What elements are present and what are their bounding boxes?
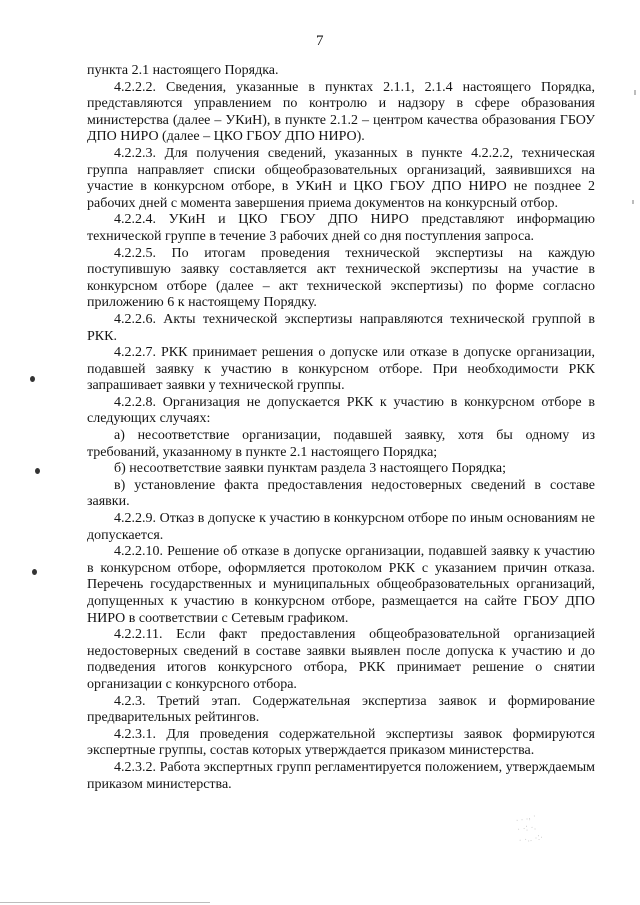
paragraph-4-2-2-11: 4.2.2.11. Если факт предоставления общеобразовательной организацией недостоверных сведений в составе заявки выявлен после допуска к участию и до подведения итогов конкурсного отбора, РКК принимает решение о снятии организации с конкурсного отбора. [87, 627, 595, 692]
paragraph-4-2-2-8: 4.2.2.8. Организация не допускается РКК к участию в конкурсном отборе в следующих случаях: [87, 394, 595, 427]
scan-speck [634, 90, 636, 95]
punch-mark [32, 569, 37, 575]
paragraph-4-2-2-6: 4.2.2.6. Акты технической экспертизы направляются технической группой в РКК. [87, 311, 595, 344]
paragraph-4-2-3: 4.2.3. Третий этап. Содержательная экспертиза заявок и формирование предварительных рейтингов. [87, 693, 595, 726]
paragraph-4-2-3-1: 4.2.3.1. Для проведения содержательной экспертизы заявок формируются экспертные группы, состав которых утверждается приказом министерства. [87, 726, 595, 759]
paragraph-4-2-2-9: 4.2.2.9. Отказ в допуске к участию в конкурсном отборе по иным основаниям не допускается. [87, 511, 595, 543]
paragraph-4-2-2-10: 4.2.2.10. Решение об отказе в допуске организации, подавшей заявку к участию в конкурсном отборе, оформляется протоколом РКК с указанием причин отказа. Перечень государственных и муниципальных общеобразовательных организаций, допущенных к участию в конкурсном отборе, размещается на сайте ГБОУ ДПО НИРО в соответствии с Сетевым графиком. [87, 544, 595, 626]
document-body [87, 63, 595, 793]
faint-stamp-mark: . . ., · · ·: ·. · ·.. ·:· [514, 810, 544, 845]
paragraph-4-2-3-2: 4.2.3.2. Работа экспертных групп регламентируется положением, утверждаемым приказом министерства. [87, 759, 595, 792]
paragraph-4-2-2-2: 4.2.2.2. Сведения, указанные в пунктах 2.1.1, 2.1.4 настоящего Порядка, представляются управлением по контролю и надзору в сфере образования министерства (далее – УКиН), в пункте 2.1.2 – центром качества образования ГБОУ ДПО НИРО (далее – ЦКО ГБОУ ДПО НИРО). [87, 79, 595, 145]
scan-speck [632, 200, 634, 204]
punch-mark [35, 468, 40, 474]
paragraph-4-2-2-7: 4.2.2.7. РКК принимает решения о допуске или отказе в допуске организации, подавшей заявку к участию в конкурсном отборе. При необходимости РКК запрашивает заявки у технической группы. [87, 345, 595, 394]
list-item-a: а) несоответствие организации, подавшей заявку, хотя бы одному из требований, указанному в пункте 2.1 настоящего Порядка; [87, 428, 595, 460]
paragraph-4-2-2-5: 4.2.2.5. По итогам проведения технической экспертизы на каждую поступившую заявку составляется акт технической экспертизы на участие в конкурсном отборе (далее – акт технической экспертизы) по форме согласно приложению 6 к настоящему Порядку. [87, 245, 595, 311]
paragraph-4-2-2-4: 4.2.2.4. УКиН и ЦКО ГБОУ ДПО НИРО представляют информацию технической группе в течение 3 рабочих дней со дня поступления запроса. [87, 212, 595, 244]
list-item-b: б) несоответствие заявки пунктам раздела 3 настоящего Порядка; [114, 461, 507, 477]
paragraph-continuation: пункта 2.1 настоящего Порядка. [87, 63, 279, 78]
page-number: 7 [316, 33, 324, 49]
list-item-v: в) установление факта предоставления недостоверных сведений в составе заявки. [87, 477, 595, 510]
paragraph-4-2-2-3: 4.2.2.3. Для получения сведений, указанных в пункте 4.2.2.2, техническая группа направляет списки общеобразовательных организаций, заявившихся на участие в конкурсном отборе, в УКиН и ЦКО ГБОУ ДПО НИРО не позднее 2 рабочих дней с момента завершения приема документов на конкурсный отбор. [87, 145, 595, 211]
punch-mark [30, 376, 35, 382]
bottom-rule [0, 902, 210, 903]
